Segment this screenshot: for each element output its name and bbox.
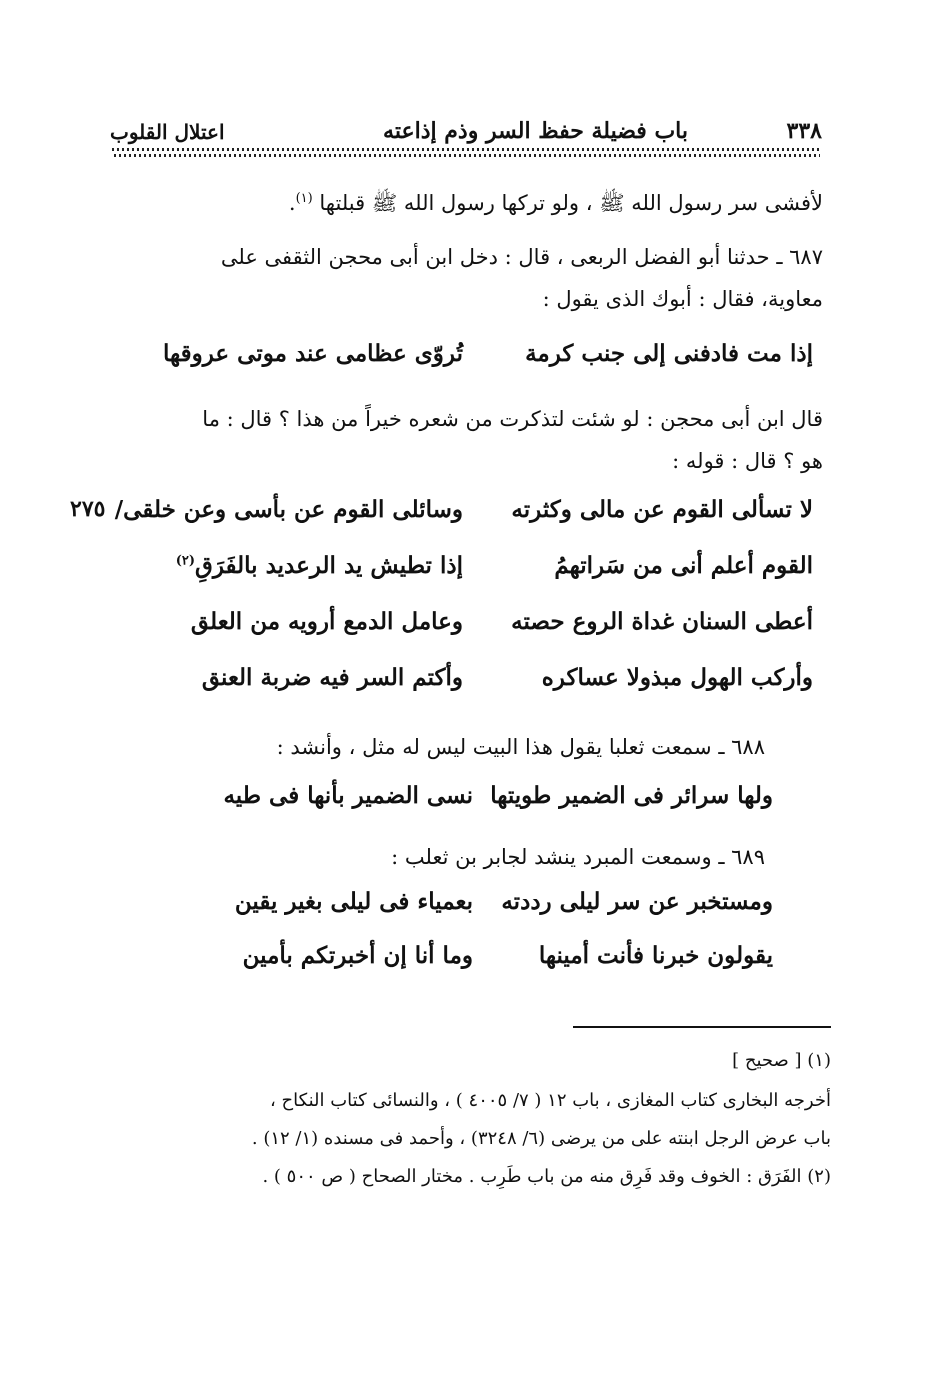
verse-hemistich: ومستخبر عن سر ليلى رددته [501, 888, 773, 915]
verse-hemistich: وعامل الدمع أرويه من العلق [190, 608, 463, 635]
footnote-separator [573, 1026, 831, 1028]
verse-hemistich: القوم أعلم أنى من سَراتهمُ [554, 552, 813, 579]
verse-hemistich: نسى الضمير بأنها فى طيه [223, 782, 473, 809]
verse-hemistich: وسائلى القوم عن بأسى وعن خلقى/ [114, 496, 463, 523]
footnote-label: (١) [ صحيح ] [732, 1050, 831, 1071]
verse-line [123, 340, 813, 367]
footnote-marker: (٢) [175, 553, 195, 569]
verse-line [173, 888, 773, 915]
footnote-line: أخرجه البخارى كتاب المغازى ، باب ١٢ ( ٧/ ٤٠٠٥ ) ، والنسائى كتاب النكاح ، [270, 1090, 831, 1111]
book-title: اعتلال القلوب [110, 120, 225, 144]
verse-line [123, 664, 813, 691]
body-line: قال ابن أبى محجن : لو شئت لتذكرت من شعره خيراً من هذا ؟ قال : ما [202, 407, 823, 431]
margin-page-number: ٢٧٥ [70, 496, 106, 522]
footnote-line: باب عرض الرجل ابنته على من يرضى (٦/ ٣٢٤٨) ، وأحمد فى مسنده (١/ ١٢) . [251, 1128, 831, 1149]
footnote-marker: (١) [295, 191, 313, 206]
verse-hemistich: إذا تطيش يد الرعديد بالفَرَقِ$^{(٢)}$ [175, 552, 463, 579]
verse-hemistich: وأركب الهول مبذولا عساكره [541, 664, 813, 691]
body-line: هو ؟ قال : قوله : [672, 449, 823, 473]
running-header [110, 108, 822, 144]
body-line: ٦٨٧ ـ حدثنا أبو الفضل الربعى ، قال : دخل ابن أبى محجن الثقفى على [220, 245, 823, 269]
body-line: لأفشى سر رسول الله ﷺ ، ولو تركها رسول الله ﷺ قبلتها $^{(١)}$. [288, 191, 823, 215]
verse-hemistich: تُروّى عظامى عند موتى عروقها [163, 340, 463, 367]
verse-line [114, 496, 813, 523]
page-number: ٣٣٨ [786, 118, 822, 144]
verse-line [123, 608, 813, 635]
chapter-title: باب فضيلة حفظ السر وذم إذاعته [383, 118, 689, 144]
verse-hemistich: ولها سرائر فى الضمير طويتها [490, 782, 773, 809]
body-line: ٦٨٩ ـ وسمعت المبرد ينشد لجابر بن ثعلب : [391, 845, 765, 869]
verse-hemistich: أعطى السنان غداة الروع حصته [511, 608, 813, 635]
body-line: معاوية، فقال : أبوك الذى يقول : [542, 287, 823, 311]
body-line: ٦٨٨ ـ سمعت ثعلبا يقول هذا البيت ليس له مثل ، وأنشد : [276, 735, 765, 759]
verse-line [173, 782, 773, 809]
verse-hemistich: بعمياء فى ليلى بغير يقين [234, 888, 473, 915]
footnote-line: (٢) الفَرَق : الخوف وقد فَرِق منه من باب طَرِب . مختار الصحاح ( ص ٥٠٠ ) . [262, 1166, 831, 1187]
verse-hemistich: يقولون خبرنا فأنت أمينها [538, 942, 773, 969]
verse-hemistich: إذا مت فادفنى إلى جنب كرمة [525, 340, 813, 367]
verse-hemistich: وما أنا إن أخبرتكم بأمين [242, 942, 473, 969]
header-ornamental-rule [112, 146, 820, 160]
verse-line [173, 942, 773, 969]
verse-hemistich: لا تسألى القوم عن مالى وكثرته [511, 496, 813, 523]
verse-line [123, 552, 813, 579]
verse-hemistich: وأكتم السر فيه ضربة العنق [201, 664, 463, 691]
